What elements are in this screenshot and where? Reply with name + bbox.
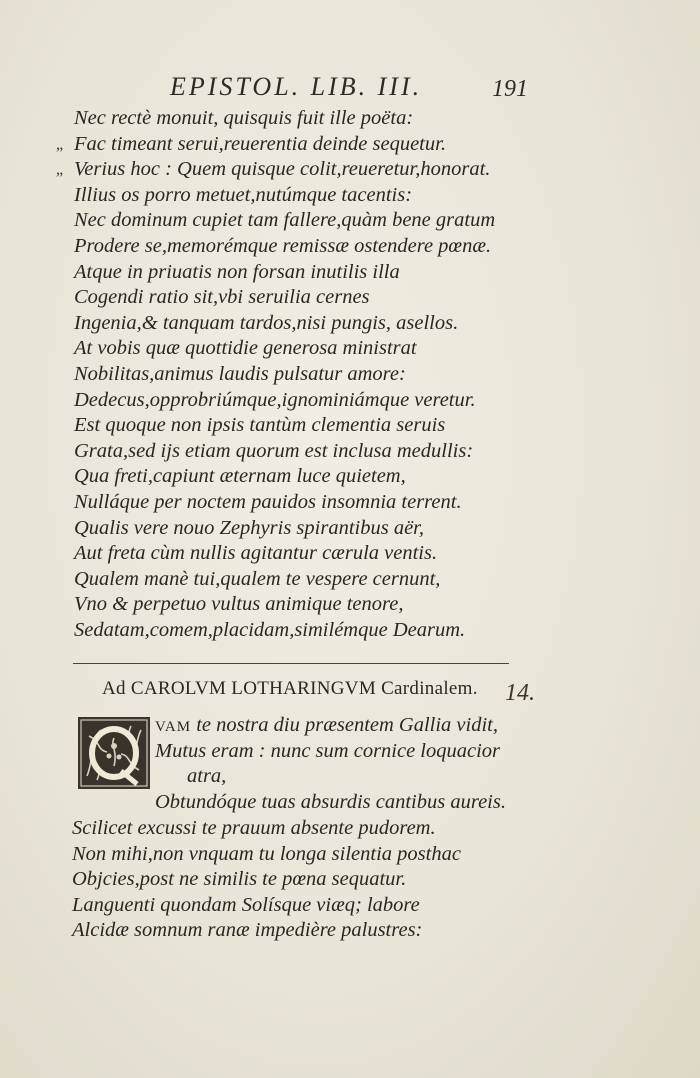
verse-line-text: At vobis quæ quottidie generosa ministrat: [74, 337, 417, 360]
epistle-title: Ad CAROLVM LOTHARINGVM Cardinalem.: [102, 678, 478, 699]
verse-line-text: Qua freti,capiunt æternam luce quietem,: [74, 465, 406, 488]
verse-line-text: Aut freta cùm nullis agitantur cærula ventis.: [74, 542, 438, 565]
verse-line: [74, 362, 495, 388]
verse-line-text: Non mihi,non vnquam tu longa silentia posthac: [72, 842, 461, 865]
verse-line-text: Prodere se,memorémque remissæ ostendere pœnæ.: [74, 234, 492, 257]
verse-line-text: Cogendi ratio sit,vbi seruilia cernes: [74, 286, 370, 309]
section-rule: [73, 663, 509, 664]
verse-line-text: Nulláque per noctem pauidos insomnia terrent.: [74, 490, 462, 513]
verse-line: [74, 541, 495, 567]
verse-line: [74, 106, 495, 132]
verse-line-text: Grata,sed ijs etiam quorum est inclusa medullis:: [74, 439, 474, 462]
verse-line: [74, 208, 495, 234]
verse-line: [56, 132, 495, 158]
verse-line-text: Mutus eram : nunc sum cornice loquacior: [155, 739, 501, 762]
verse-block-opening: [155, 713, 506, 815]
verse-line-text: Languenti quondam Solísque viæq; labore: [72, 893, 420, 916]
verse-line-text: Nec rectè monuit, quisquis fuit ille poëta:: [74, 107, 414, 129]
verse-line-text: atra,: [187, 765, 227, 788]
quotation-mark: „: [56, 135, 64, 153]
verse-line-text: Nobilitas,animus laudis pulsatur amore:: [74, 362, 406, 385]
verse-line: [155, 739, 506, 765]
verse-line-text: te nostra diu præsentem Gallia vidit,: [191, 714, 498, 736]
page-number: 191: [492, 76, 528, 102]
verse-line-text: Alcidæ somnum ranæ impedière palustres:: [72, 919, 423, 942]
verse-line-text: Vno & perpetuo vultus animique tenore,: [74, 593, 404, 616]
verse-line: [72, 893, 461, 919]
verse-line: [74, 490, 495, 516]
verse-line-text: Verius hoc : Quem quisque colit,reueretur,honorat.: [74, 158, 491, 181]
verse-line: [74, 234, 495, 260]
verse-line-text: Atque in priuatis non forsan inutilis illa: [74, 260, 400, 283]
verse-line: [74, 516, 495, 542]
verse-line: [155, 764, 506, 790]
quotation-mark: „: [56, 161, 64, 179]
verse-line-text: Ingenia,& tanquam tardos,nisi pungis, asellos.: [74, 311, 459, 334]
verse-block-epistle: [72, 816, 461, 944]
verse-line: [74, 311, 495, 337]
verse-line: [56, 157, 495, 183]
verse-line-text: Nec dominum cupiet tam fallere,quàm bene gratum: [74, 209, 496, 232]
verse-line-text: Sedatam,comem,placidam,similémque Dearum.: [74, 618, 466, 641]
verse-line-text: Objcies,post ne similis te pœna sequatur.: [72, 868, 407, 891]
verse-line: [155, 713, 506, 739]
verse-block-top: [56, 106, 496, 643]
verse-line: [72, 816, 461, 842]
verse-line-text: Qualem manè tui,qualem te vespere cernunt,: [74, 567, 441, 590]
verse-line: [155, 790, 506, 816]
running-title: EPISTOL. LIB. III.: [170, 72, 423, 101]
verse-line: [74, 388, 495, 414]
verse-line: [74, 413, 495, 439]
verse-line-text: Scilicet excussi te prauum absente pudorem.: [72, 817, 436, 839]
verse-line-text: Dedecus,opprobriúmque,ignominiámque veretur.: [74, 388, 476, 411]
verse-line: [72, 842, 461, 868]
verse-line-text: Est quoque non ipsis tantùm clementia seruis: [74, 414, 446, 437]
verse-line: [74, 592, 495, 618]
verse-line-text: Illius os porro metuet,nutúmque tacentis:: [74, 183, 413, 206]
opening-smallcaps: VAM: [155, 719, 192, 735]
epistle-number: 14.: [505, 680, 535, 706]
verse-line: [74, 336, 495, 362]
verse-line: [74, 285, 495, 311]
decorated-initial-icon: [77, 716, 151, 790]
verse-line-text: Obtundóque tuas absurdis cantibus aureis.: [155, 790, 506, 813]
verse-line-text: Qualis vere nouo Zephyris spirantibus aër,: [74, 516, 425, 539]
verse-line: [72, 867, 461, 893]
verse-line: [74, 183, 495, 209]
verse-line: [72, 918, 461, 944]
verse-line: [74, 260, 495, 286]
verse-line: [74, 439, 495, 465]
verse-line: [74, 464, 495, 490]
verse-line: [74, 567, 495, 593]
verse-line-text: Fac timeant serui,reuerentia deinde sequetur.: [74, 132, 446, 155]
verse-line: [74, 618, 495, 644]
